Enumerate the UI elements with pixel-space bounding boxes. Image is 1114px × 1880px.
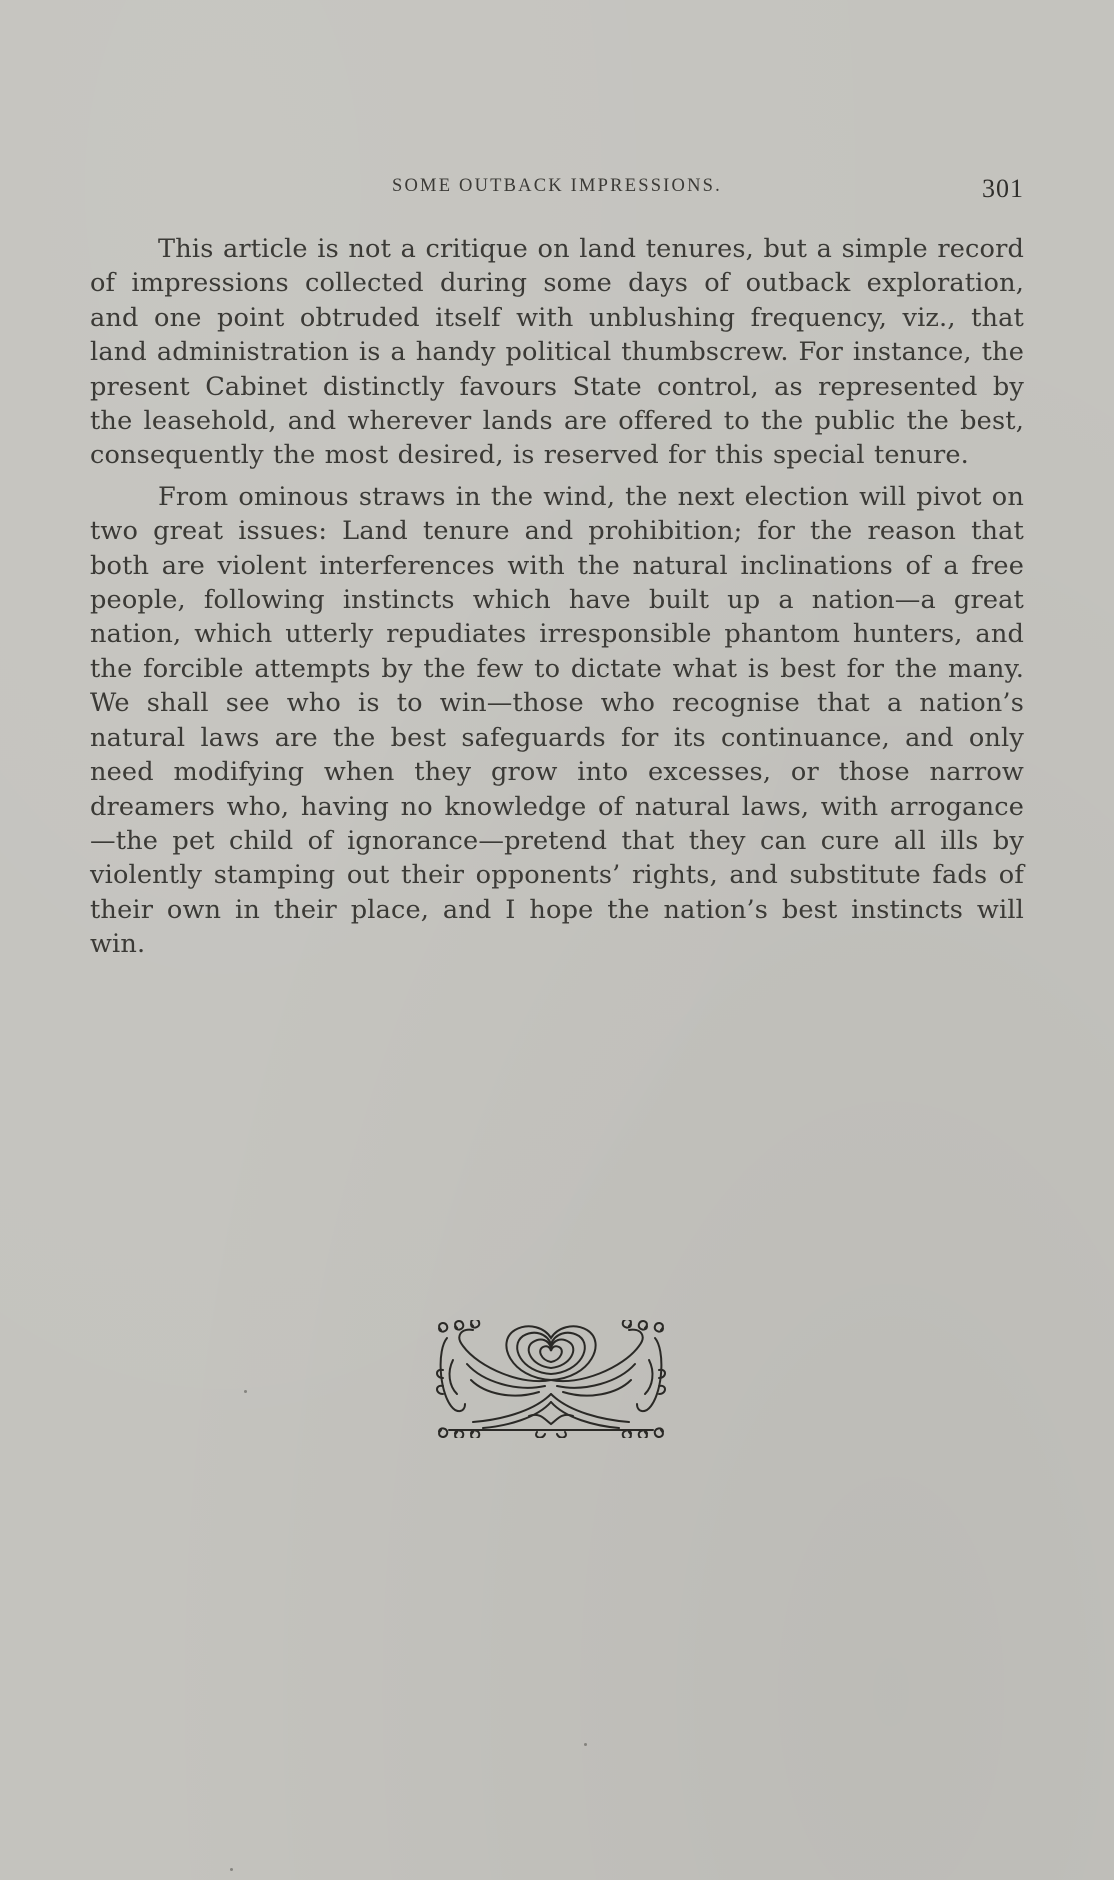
paper-speck [230, 1868, 233, 1871]
decorative-scroll-tailpiece-icon [433, 1320, 669, 1438]
page-number: 301 [982, 174, 1024, 203]
paper-speck [584, 1743, 587, 1746]
running-title: SOME OUTBACK IMPRESSIONS. [392, 176, 722, 196]
body-text [90, 232, 1024, 969]
running-head [90, 174, 1024, 206]
paper-speck [244, 1390, 247, 1393]
paragraph-election-issues: From ominous straws in the wind, the next election will pivot on two great issues: Land tenure and prohibition; for the reason that both are violent interferences with the natural inclinations of a free people, following instincts which have built up a nation—a great nation, which utterly repudiates irresponsible phantom hunters, and the forcible attempts by the few to dictate what is best for the many. We shall see who is to win—those who recognise that a nation’s natural laws are the best safeguards for its continuance, and only need modifying when they grow into excesses, or those narrow dreamers who, having no knowledge of natural laws, with arrogance—the pet child of ignorance—pretend that they can cure all ills by violently stamping out their opponents’ rights, and substitute fads of their own in their place, and I hope the nation’s best instincts will win. [90, 481, 1024, 960]
paragraph-land-tenures: This article is not a critique on land tenures, but a simple record of impressions collected during some days of outback exploration, and one point obtruded itself with unblushing frequency, viz., that land administration is a handy political thumbscrew. For instance, the present Cabinet distinctly favours State control, as represented by the leasehold, and wherever lands are offered to the public the best, consequently the most desired, is reserved for this special tenure. [90, 234, 1024, 471]
